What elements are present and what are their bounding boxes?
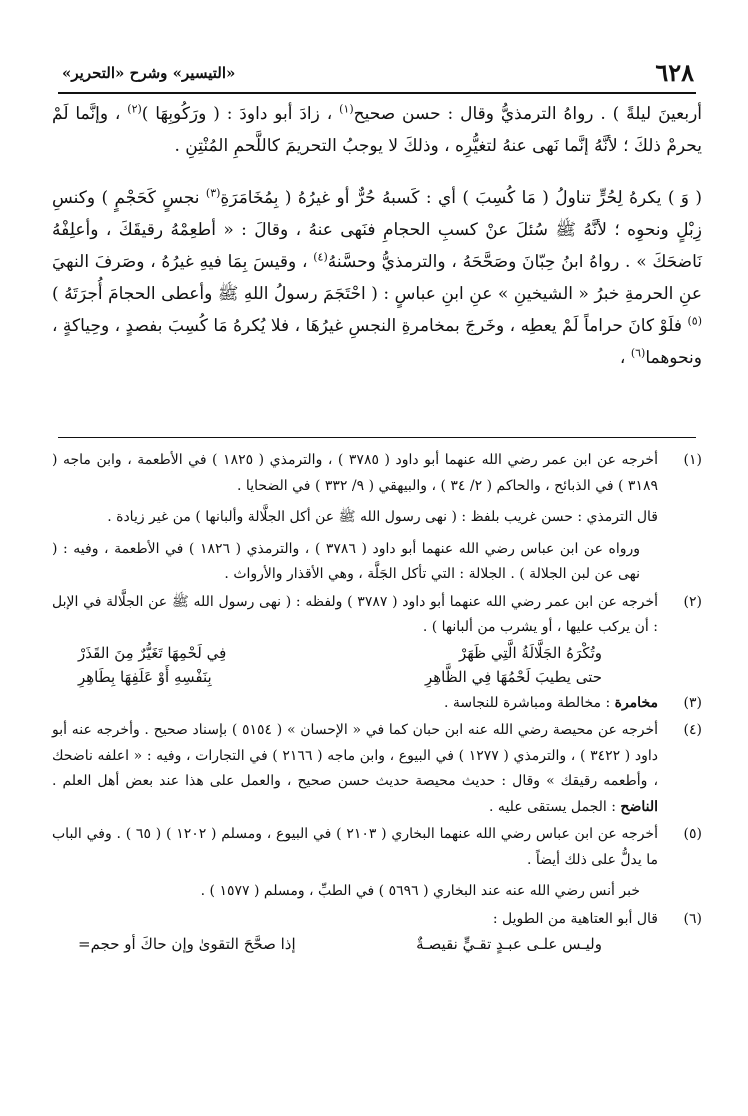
text-run: ، وإنَّما لَمْ يحرمْ ذلكَ ؛ لأنَّهُ إنَّما نَهى عنهُ لتغيُّرِه ، وذلكَ لا يوجبُ التحريمَ كاللَّحمِ المُنْتِنِ . xyxy=(52,104,702,156)
footnote-paragraph: قال أبو العتاهية من الطويل : xyxy=(492,910,658,927)
footnote-paragraph: قال الترمذي : حسن غريب بلفظ : ( نهى رسول الله ﷺ عن أكل الجلَّالة وألبانها ) من غير زيادة . xyxy=(107,509,658,525)
footnote-marker: (٥) xyxy=(683,826,702,842)
text-run: فلَوْ كانَ حراماً لَمْ يعطِه ، وخَرجَ بمخامرةِ النجسِ غيرُهَا ، فلا يُكرهُ مَا كُسِبَ بفصدٍ ، وحِياكةٍ ، ونحوهما xyxy=(52,316,702,368)
verse-hemistich: فِي لَحْمِهَا تَغَيُّرٌ مِنَ القَذَرْ xyxy=(78,643,227,662)
footnote-paragraph: أخرجه عن ابن عباس رضي الله عنهما البخاري ( ٢١٠٣ ) في البيوع ، ومسلم ( ١٢٠٢ ) ( ٦٥ ) . وفي الباب ما يدلُّ على ذلك أيضاً . xyxy=(52,826,658,868)
verse-hemistich: بِنَفْسِهِ أَوْ عَلَفِهَا بِطَاهِرِ xyxy=(78,667,212,686)
footnote-ref-5[interactable]: (٥) xyxy=(687,314,702,328)
text-run: أربعينَ ليلةً ) . رواهُ الترمذيُّ وقال : حسن صحيح xyxy=(353,104,702,124)
page-header xyxy=(58,58,696,94)
footnote-marker: (٣) xyxy=(683,694,702,711)
footnote-4 xyxy=(52,718,702,820)
gloss-text: : الجمل يستقى عليه . xyxy=(489,798,616,815)
text-run: نجسٍ كَحَجْمٍ ) وكنسِ زِبْلٍ ونحوِه ؛ لأنَّهُ ﷺ سُئلَ عنْ كسبِ الحجامِ فنَهى عنهُ ، وقالَ : « أطعِمْهُ رقيقَكَ ، وأعلِفْهُ نَاضحَكَ » . رواهُ ابنُ حِبّانَ وصَحَّحَهُ ، والترمذيُّ وحسَّنهُ xyxy=(52,188,703,272)
main-paragraph-2 xyxy=(52,182,702,374)
footnote-ref-1[interactable]: (١) xyxy=(339,102,354,116)
footnote-paragraph: أخرجه عن ابن عمر رضي الله عنهما أبو داود ( ٣٧٨٥ ) ، والترمذي ( ١٨٢٥ ) في الأطعمة ، وابن ماجه ( ٣١٨٩ ) في الذبائح ، والحاكم ( ٢/ ٣٤ ) ، والبيهقي ( ٩/ ٣٣٢ ) في الضحايا . xyxy=(52,452,658,494)
page-number: ٦٢٨ xyxy=(655,58,694,87)
verse-hemistich: إذا صحَّحَ التقوىٰ وإن حاكَ أو حجم= xyxy=(78,935,296,953)
verse-line xyxy=(52,641,658,665)
footnote-ref-6[interactable]: (٦) xyxy=(630,346,646,360)
footnote-paragraph: خبر أنس رضي الله عنه عند البخاري ( ٥٦٩٦ ) في الطبِّ ، ومسلم ( ١٥٧٧ ) . xyxy=(200,883,640,899)
gloss-text: : مخالطة ومباشرة للنجاسة . xyxy=(443,694,611,711)
footnote-1 xyxy=(52,448,702,588)
main-paragraph-1 xyxy=(52,98,702,162)
text-run: ، وقيسَ بِمَا فيهِ غيرُهُ ، وصَرفَ النهيَ عنِ الحرمةِ خبرُ « الشيخينِ » عنِ ابنِ عباسٍ : ( احْتَجَمَ رسولُ اللهِ ﷺ وأعطى الحجامَ أُجرَتَهُ ) xyxy=(52,252,702,304)
footnote-paragraph: أخرجه عن ابن عمر رضي الله عنهما أبو داود ( ٣٧٨٧ ) ولفظه : ( نهى رسول الله ﷺ عن الجلَّالة في الإبل : أن يركب عليها ، أو يشرب من ألبانها ) . xyxy=(52,593,658,635)
text-run: ، زادَ أبو داودَ : ( ورَكُوبِهَا ) xyxy=(141,104,333,124)
footnote-6 xyxy=(52,907,702,957)
glossed-term: مخامرة xyxy=(614,694,658,711)
footnote-marker: (٤) xyxy=(683,722,702,738)
footnote-paragraph xyxy=(52,718,658,820)
footnote-paragraph: ورواه عن ابن عباس رضي الله عنهما أبو داود ( ٣٧٨٦ ) ، والترمذي ( ١٨٢٦ ) في الأطعمة ، وفيه : ( نهى عن لبن الجلالة ) . الجلالة : التي تأكل الجَلَّة ، وهي الأقذار والأرواث . xyxy=(52,540,640,582)
running-title: «التيسير» وشرح «التحرير» xyxy=(62,64,236,82)
glossed-term: الناضح xyxy=(620,798,658,815)
text-run: ، xyxy=(619,348,626,368)
footnotes xyxy=(52,448,702,956)
verse-hemistich: وتُكْرَهُ الجَلَّالَةُ الَّتِي ظَهَرْ xyxy=(458,643,602,662)
footnote-text: أخرجه عن محيصة رضي الله عنه ابن حبان كما في « الإحسان » ( ٥١٥٤ ) بإسناد صحيح . وأخرجه عنه أبو داود ( ٣٤٢٢ ) ، والترمذي ( ١٢٧٧ ) في البيوع ، وابن ماجه ( ٢١٦٦ ) في التجارات ، وفيه : « اعلفه ناضحك ، وأطعمه رقيقك » وقال : حديث محيصة حديث حسن صحيح ، والعمل على هذا عند بعض أهل العلم . xyxy=(52,722,658,789)
verse-hemistich: وليـس علـى عبـدٍ تقـيٍّ نقيصـةٌ xyxy=(416,935,602,953)
footnote-marker: (١) xyxy=(683,452,702,468)
footnote-marker: (٢) xyxy=(683,593,702,610)
footnote-paragraph xyxy=(52,691,658,717)
footnote-marker: (٦) xyxy=(683,910,702,927)
footnote-divider xyxy=(58,437,696,438)
footnote-2 xyxy=(52,590,702,689)
footnote-ref-3[interactable]: (٣) xyxy=(205,186,221,200)
footnote-3 xyxy=(52,691,702,717)
footnote-5 xyxy=(52,822,702,905)
footnote-ref-2[interactable]: (٢) xyxy=(127,102,142,116)
text-run: ( وَ ) يكرهُ لِحُرٍّ تناولُ ( مَا كُسِبَ ) أي : كَسبهُ حُرٌّ أو غيرُهُ ( بِمُخَامَرَةِ xyxy=(220,188,703,208)
verse-line xyxy=(52,665,658,689)
verse-line xyxy=(52,932,658,956)
footnote-ref-4[interactable]: (٤) xyxy=(313,250,328,264)
main-text xyxy=(52,98,702,374)
verse-hemistich: حتى يطيبَ لَحْمُهَا فِي الظَّاهِرِ xyxy=(425,667,602,686)
